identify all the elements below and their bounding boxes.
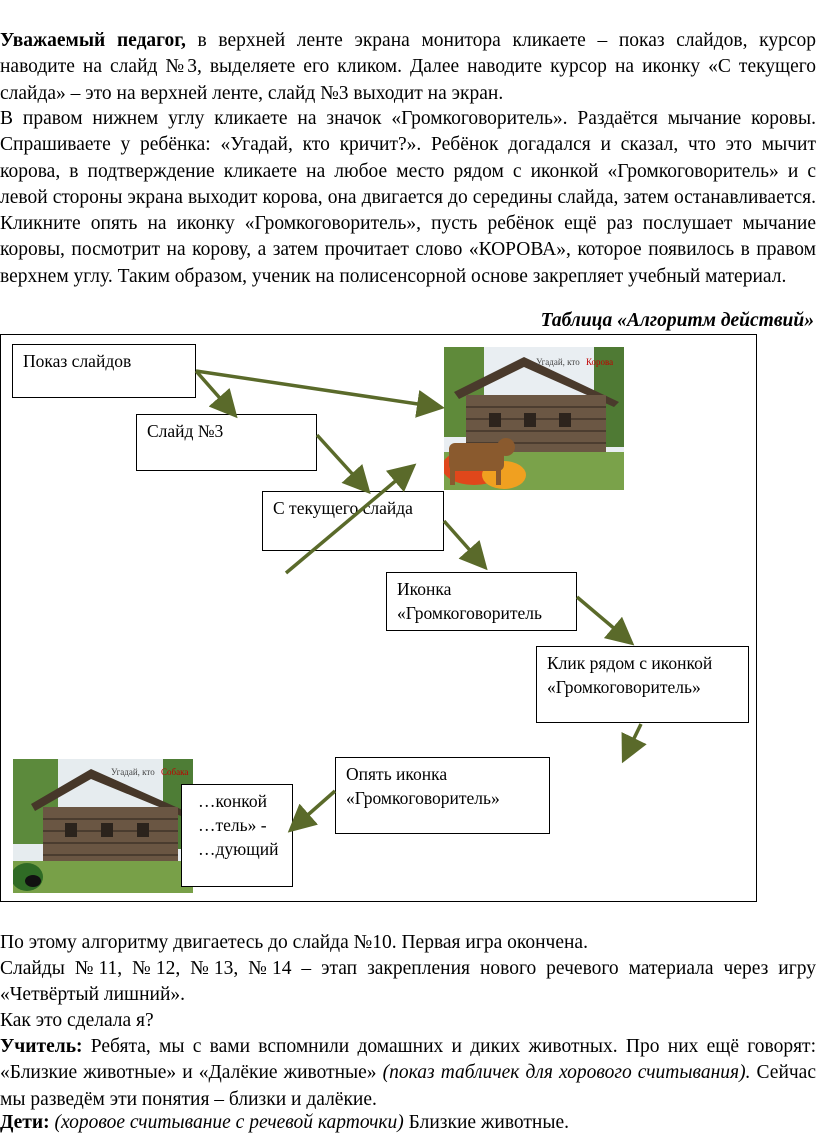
arrow-speaker-to-click bbox=[577, 597, 629, 641]
algorithm-diagram bbox=[0, 334, 757, 902]
step-label-next-partial: …конкой …тель» - …дующий bbox=[198, 791, 279, 859]
children-text: Близкие животные. bbox=[403, 1112, 569, 1133]
table-caption: Таблица «Алгоритм действий» bbox=[540, 310, 814, 331]
arrow-again-to-next bbox=[293, 791, 335, 828]
diagram-arrows bbox=[1, 335, 758, 903]
photo-top-label: Угадай, кто bbox=[536, 357, 580, 367]
photo-bottom-word: Собака bbox=[161, 767, 189, 777]
after-text-1: По этому алгоритму двигаетесь до слайда №10. Первая игра окончена. bbox=[0, 932, 588, 953]
arrow-click-down bbox=[625, 724, 641, 757]
teacher-text: Ребята, мы с вами вспомнили домашних и диких животных. Про них ещё говорят: «Близкие животные» и «Далёкие животные» bbox=[0, 1036, 816, 1084]
after-paragraph-1 bbox=[0, 930, 816, 956]
after-paragraph-3 bbox=[0, 1008, 816, 1034]
step-label-from-current: С текущего слайда bbox=[273, 498, 413, 518]
teacher-note: (показ табличек для хорового считывания). bbox=[376, 1062, 751, 1084]
step-label-slide3: Слайд №3 bbox=[147, 421, 224, 441]
teacher-label: Учитель: bbox=[0, 1036, 83, 1057]
intro-paragraph-1 bbox=[0, 28, 816, 107]
intro-text-2: В правом нижнем углу кликаете на значок «Громкоговоритель». Раздаётся мычание коровы. Спрашиваете у ребёнка: «Угадай, кто кричит?». Ребёнок догадался и сказал, что это мычит корова, в подтверждение кликаете на любое место рядом с иконкой «Громкоговоритель» и с левой стороны экрана выходит корова, она двигается до середины слайда, затем останавливается. Кликните опять на иконку «Громкоговоритель», пусть ребёнок ещё раз послушает мычание коровы, посмотрит на корову, а затем прочитает слово «КОРОВА», которое появилось в правом верхнем углу. Таким образом, ученик на полисенсорной основе закрепляет учебный материал. bbox=[0, 108, 816, 287]
step-label-speaker-icon: Иконка «Громкоговоритель bbox=[397, 579, 542, 623]
step-label-slideshow: Показ слайдов bbox=[23, 351, 132, 371]
step-label-click-near-speaker: Клик рядом с иконкой «Громкоговоритель» bbox=[547, 653, 713, 697]
children-note: (хоровое считывание с речевой карточки) bbox=[49, 1112, 404, 1133]
arrow-current-to-speaker bbox=[444, 521, 483, 565]
arrow-up-to-photo bbox=[286, 468, 411, 573]
after-text-2: Слайды №11, №12, №13, №14 – этап закрепления нового речевого материала через игру «Четвёртый лишний». bbox=[0, 958, 816, 1006]
teacher-paragraph bbox=[0, 1034, 816, 1113]
intro-text-1: в верхней ленте экрана монитора кликаете – показ слайдов, курсор наводите на слайд №3, выделяете его кликом. Далее наводите курсор на иконку «С текущего слайда» – это на верхней ленте, слайд №3 выходит на экран. bbox=[0, 30, 816, 104]
after-text-3: Как это сделала я? bbox=[0, 1010, 154, 1031]
children-label: Дети: bbox=[0, 1112, 50, 1133]
teacher-tail: Сейчас мы разведём эти понятия – близки и далёкие. bbox=[0, 1062, 816, 1110]
step-label-speaker-again: Опять иконка «Громкоговоритель» bbox=[346, 764, 500, 808]
arrow-slide3-to-current bbox=[317, 435, 366, 489]
intro-lead: Уважаемый педагог, bbox=[0, 30, 186, 51]
arrow-slideshow-to-photo bbox=[196, 371, 438, 407]
photo-top-word: Корова bbox=[586, 357, 614, 367]
intro-paragraph-2 bbox=[0, 106, 816, 290]
photo-bottom-label: Угадай, кто bbox=[111, 767, 155, 777]
after-paragraph-2 bbox=[0, 956, 816, 1009]
children-paragraph bbox=[0, 1110, 816, 1136]
